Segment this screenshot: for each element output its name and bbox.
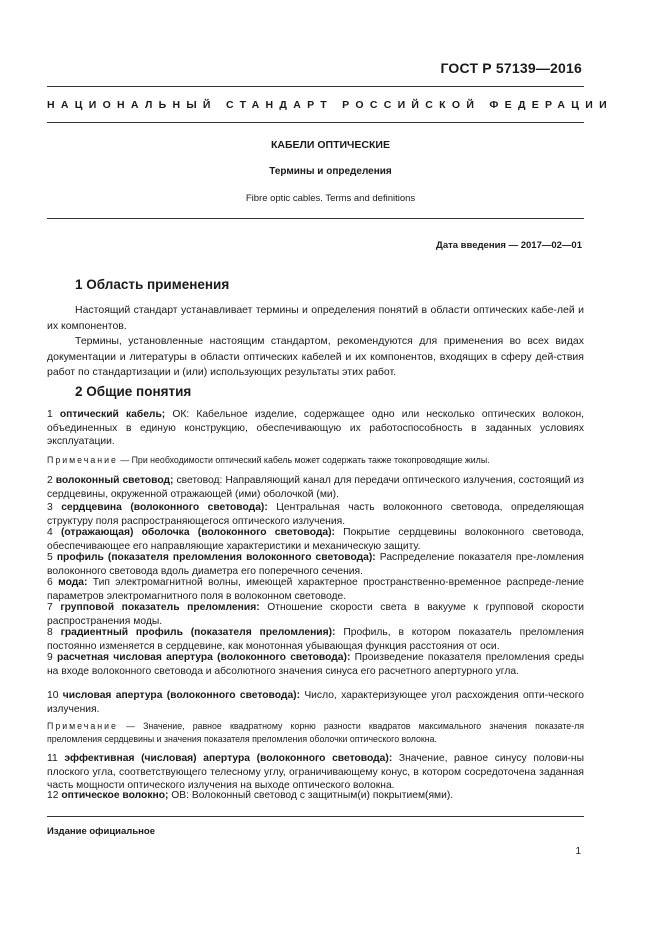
section-1-paragraph-1 <box>47 303 584 334</box>
section-1-paragraph-2 <box>47 334 584 381</box>
term-entry: 6 мода: Тип электромагнитной волны, имеющей характерное пространственно-временное распреде-ление параметров электромагнитного поля в волоконном световоде. <box>47 577 584 602</box>
page-number: 1 <box>575 846 581 857</box>
section-1-paragraph-1-text: Настоящий стандарт устанавливает термины и определения понятий в области оптических кабе-лей и их компонентов. <box>47 304 584 332</box>
national-standard-banner: НАЦИОНАЛЬНЫЙ СТАНДАРТ РОССИЙСКОЙ ФЕДЕРАЦИИ <box>47 99 613 111</box>
note: Примечание — Значение, равное квадратному корню разности квадратов максимального значения показате-ля преломления сердцевины и значения показателя преломления оболочки оптического волокна. <box>47 721 584 744</box>
official-edition-label: Издание официальное <box>47 826 155 837</box>
term-entry: 4 (отражающая) оболочка (волоконного световода): Покрытие сердцевины волоконного световода, обеспечивающее его направляющие характеристики и механическую защиту. <box>47 527 584 552</box>
term-entry: 3 сердцевина (волоконного световода): Центральная часть волоконного световода, определяющая структуру поля распространяющегося оптического излучения. <box>47 502 584 527</box>
gost-number: ГОСТ Р 57139—2016 <box>440 60 582 76</box>
term-entry: 1 оптический кабель; ОК: Кабельное изделие, содержащее одно или несколько оптических волокон, объединенных в единую конструкцию, обеспечивающую их работоспособность в заданных условиях эксплуатации. <box>47 409 584 448</box>
document-title-english: Fibre optic cables. Terms and definitions <box>245 193 416 204</box>
term-entry: 7 групповой показатель преломления: Отношение скорости света в вакууме к групповой скорости распространения моды. <box>47 602 584 627</box>
term-entry: 11 эффективная (числовая) апертура (волоконного световода): Значение, равное синусу полови-ны плоского угла, соответствующего телесному углу, ограничивающему конус, в котором сосредоточена заданная часть мощности оптического излучения на выходе оптического волокна. <box>47 753 584 792</box>
document-subtitle: Термины и определения <box>269 166 392 177</box>
term-entry: 8 градиентный профиль (показателя преломления): Профиль, в котором показатель преломления постоянно изменяется в сердцевине, как монотонная убывающая функция расстояния от оси. <box>47 627 584 652</box>
footer-rule <box>47 816 584 817</box>
title-rule <box>47 218 584 219</box>
term-entry: 5 профиль (показателя преломления волоконного световода): Распределение показателя пре-ломления волоконного световода вдоль диаметра его поперечного сечения. <box>47 552 584 577</box>
section-1-heading: 1 Область применения <box>75 277 230 292</box>
term-entry: 2 волоконный световод; световод: Направляющий канал для передачи оптического излучения, состоящий из сердцевины, окруженной отражающей (ими) оболочкой (ми). <box>47 475 584 500</box>
term-entry: 9 расчетная числовая апертура (волоконного световода): Произведение показателя преломления среды на входе волоконного световода и абсолютного значения синуса его расчетного апертурного угла. <box>47 652 584 677</box>
introduction-date: Дата введения — 2017—02—01 <box>436 240 582 251</box>
term-entry: 12 оптическое волокно; ОВ: Волоконный световод с защитным(и) покрытием(ями). <box>47 790 454 801</box>
section-1-paragraph-2-text: Термины, установленные настоящим стандартом, рекомендуются для применения во всех видах документации и литературы в области оптических кабелей и их компонентов, входящих в сферу дей-ствия работ по стандартизации и (или) использующих результаты этих работ. <box>47 335 584 378</box>
document-title: КАБЕЛИ ОПТИЧЕСКИЕ <box>271 139 390 151</box>
note: Примечание — При необходимости оптический кабель может содержать также токопроводящие жилы. <box>47 455 490 465</box>
header-rule-bottom <box>47 122 584 123</box>
section-2-heading: 2 Общие понятия <box>75 384 192 399</box>
header-rule-top <box>47 86 584 87</box>
term-entry: 10 числовая апертура (волоконного световода): Число, характеризующее угол расхождения опти-ческого излучения. <box>47 690 584 715</box>
